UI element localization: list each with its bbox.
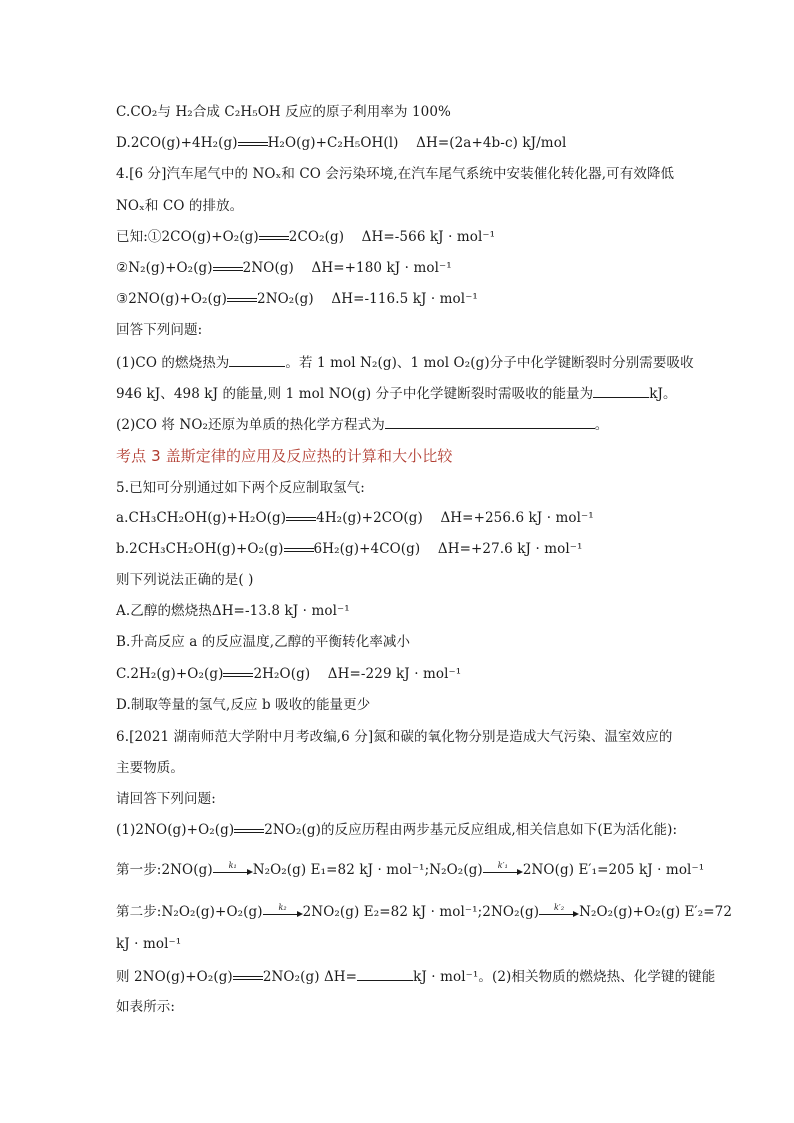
- option-d-line: D.2CO(g)+4H₂(g) H₂O(g)+C₂H₅OH(l) ΔH=(2a+4b-c) kJ/mol: [116, 135, 567, 151]
- answer-blank[interactable]: [357, 966, 413, 981]
- answer-blank[interactable]: [385, 414, 595, 429]
- answer-blank[interactable]: [229, 352, 285, 367]
- section-heading: 考点 3 盖斯定律的应用及反应热的计算和大小比较: [116, 447, 453, 465]
- equation-3: ③2NO(g)+O₂(g) 2NO₂(g) ΔH=-116.5 kJ · mol⁻¹: [116, 291, 478, 307]
- equals-sign-icon: [234, 828, 264, 834]
- equals-sign-icon: [227, 297, 257, 303]
- reaction-b: b.2CH₃CH₂OH(g)+O₂(g) 6H₂(g)+4CO(g) ΔH=+27.6 kJ · mol⁻¹: [116, 541, 583, 557]
- question-6-stem-cont: 主要物质。: [116, 760, 184, 776]
- reaction-arrow-icon: k₂: [263, 906, 303, 920]
- table-intro: 如表所示:: [116, 999, 176, 1015]
- question-4-stem: 4.[6 分]汽车尾气中的 NOₓ和 CO 会污染环境,在汽车尾气系统中安装催化转化器,可有效降低: [116, 166, 675, 182]
- equals-sign-icon: [238, 141, 268, 147]
- equals-sign-icon: [213, 266, 243, 272]
- equation-2: ②N₂(g)+O₂(g) 2NO(g) ΔH=+180 kJ · mol⁻¹: [116, 260, 452, 276]
- step-two: 第二步:N₂O₂(g)+O₂(g) k₂ 2NO₂(g) E₂=82 kJ · mol⁻¹;2NO₂(g) k′₂ N₂O₂(g)+O₂(g) E′₂=72: [116, 902, 733, 920]
- reaction-arrow-icon: k₁: [213, 864, 253, 878]
- reaction-arrow-icon: k′₂: [539, 906, 579, 920]
- option-d: D.制取等量的氢气,反应 b 吸收的能量更少: [116, 697, 371, 713]
- equation-1: 已知:①2CO(g)+O₂(g) 2CO₂(g) ΔH=-566 kJ · mol⁻¹: [116, 229, 496, 245]
- answer-prompt-6: 请回答下列问题:: [116, 791, 216, 807]
- option-c: C.2H₂(g)+O₂(g) 2H₂O(g) ΔH=-229 kJ · mol⁻¹: [116, 666, 462, 682]
- equals-sign-icon: [233, 975, 263, 981]
- step-one: 第一步:2NO(g) k₁ N₂O₂(g) E₁=82 kJ · mol⁻¹;N₂O₂(g) k′₁ 2NO(g) E′₁=205 kJ · mol⁻¹: [116, 860, 705, 878]
- question-6-stem: 6.[2021 湖南师范大学附中月考改编,6 分]氮和碳的氧化物分别是造成大气污染、温室效应的: [116, 729, 673, 745]
- question-5-stem: 5.已知可分别通过如下两个反应制取氢气:: [116, 480, 365, 496]
- subquestion-1: (1)CO 的燃烧热为 。若 1 mol N₂(g)、1 mol O₂(g)分子中化学键断裂时分别需要吸收: [116, 352, 694, 373]
- answer-blank[interactable]: [593, 383, 649, 398]
- option-a: A.乙醇的燃烧热ΔH=-13.8 kJ · mol⁻¹: [116, 603, 350, 619]
- equals-sign-icon: [223, 672, 253, 678]
- reaction-a: a.CH₃CH₂OH(g)+H₂O(g) 4H₂(g)+2CO(g) ΔH=+256.6 kJ · mol⁻¹: [116, 510, 594, 526]
- subquestion-1-cont: 946 kJ、498 kJ 的能量,则 1 mol NO(g) 分子中化学键断裂时需吸收的能量为 kJ。: [116, 383, 677, 404]
- subquestion-6-1: (1)2NO(g)+O₂(g) 2NO₂(g)的反应历程由两步基元反应组成,相关信息如下(E为活化能):: [116, 822, 678, 838]
- subquestion-2: (2)CO 将 NO₂还原为单质的热化学方程式为 。: [116, 414, 608, 435]
- reaction-arrow-icon: k′₁: [483, 864, 523, 878]
- equals-sign-icon: [286, 516, 316, 522]
- equals-sign-icon: [284, 547, 314, 553]
- answer-prompt: 回答下列问题:: [116, 322, 203, 338]
- question-5-prompt: 则下列说法正确的是( ): [116, 572, 254, 588]
- option-c-line: C.CO₂与 H₂合成 C₂H₅OH 反应的原子利用率为 100%: [116, 104, 451, 120]
- equals-sign-icon: [259, 235, 289, 241]
- option-b: B.升高反应 a 的反应温度,乙醇的平衡转化率减小: [116, 634, 411, 650]
- step-two-cont: kJ · mol⁻¹: [116, 936, 182, 952]
- question-4-stem-cont: NOₓ和 CO 的排放。: [116, 198, 244, 214]
- delta-h-question: 则 2NO(g)+O₂(g) 2NO₂(g) ΔH= kJ · mol⁻¹。(2)相关物质的燃烧热、化学键的键能: [116, 966, 715, 987]
